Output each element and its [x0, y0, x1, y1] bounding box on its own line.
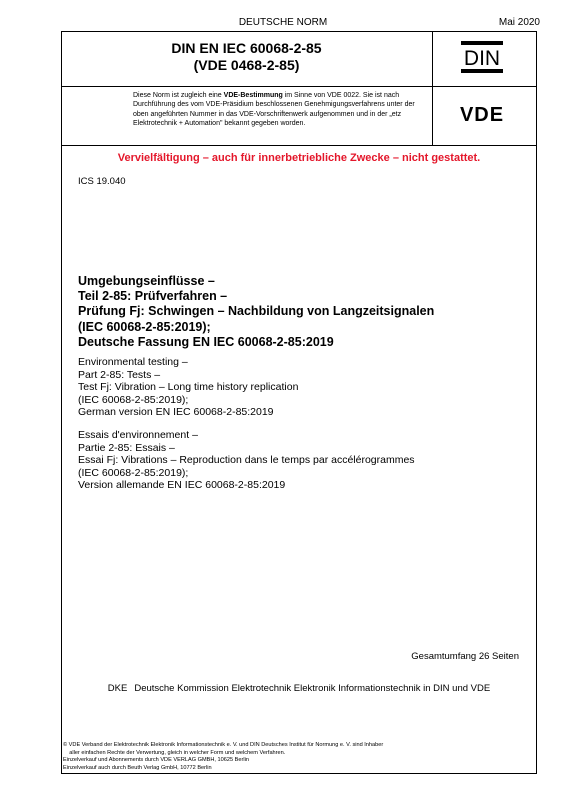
title-english-line: Environmental testing – [78, 356, 188, 368]
title-french-line: Version allemande EN IEC 60068-2-85:2019 [78, 479, 286, 491]
vde-logo [446, 104, 518, 124]
title-english [78, 356, 298, 419]
title-french-line: Essai Fj: Vibrations – Reproduction dans le temps par accélérogrammes [78, 454, 415, 466]
dke-name: Deutsche Kommission Elektrotechnik Elektronik Informationstechnik in DIN und VDE [134, 683, 491, 694]
title-french-line: Partie 2-85: Essais – [78, 441, 175, 454]
copy-warning: Vervielfältigung – auch für innerbetriebliche Zwecke – nicht gestattet. [117, 152, 481, 164]
vde-note-suffix: im Sinne von VDE 0022. Sie ist nach Durchführung des vom VDE-Präsidium beschlossenen Genehmigungsverfahrens unter der oben angeführten Nummer in das VDE-Vorschriftenwerk aufgenommen und in der „etz Elektrotechnik + Automation" bekannt gegeben worden. [133, 92, 415, 127]
title-french [78, 429, 415, 492]
din-logo [460, 40, 504, 74]
vde-note-prefix: Diese Norm ist zugleich eine [133, 92, 224, 99]
total-pages: Gesamtumfang 26 Seiten [411, 651, 519, 662]
logo-divider [432, 31, 433, 146]
title-english-line: (IEC 60068-2-85:2019); [78, 393, 189, 406]
standard-number: DIN EN IEC 60068-2-85 [171, 40, 322, 56]
title-german-line: Teil 2-85: Prüfverfahren – [78, 289, 228, 304]
ics-code: ICS 19.040 [78, 176, 126, 187]
title-english-line: Test Fj: Vibration – Long time history replication [78, 381, 299, 393]
dke-line [61, 683, 537, 694]
dke-abbr: DKE [107, 683, 128, 694]
title-german-line: (IEC 60068-2-85:2019); [78, 319, 211, 334]
vde-number: (VDE 0468-2-85) [193, 57, 300, 73]
title-english-line: Part 2-85: Tests – [78, 368, 161, 381]
title-german-line: Prüfung Fj: Schwingen – Nachbildung von Langzeitsignalen [78, 304, 435, 319]
vde-note-bold: VDE-Bestimmung [223, 92, 283, 99]
title-french-line: (IEC 60068-2-85:2019); [78, 466, 189, 479]
title-german-line: Deutsche Fassung EN IEC 60068-2-85:2019 [78, 334, 334, 349]
title-english-line: German version EN IEC 60068-2-85:2019 [78, 406, 274, 418]
footer-line: Einzelverkauf auch durch Beuth Verlag GmbH, 10772 Berlin [63, 764, 212, 771]
vde-logo-text: VDE [459, 104, 505, 124]
footer-line: aller einfachen Rechte der Verwertung, gleich in welcher Form und welchem Verfahren. [63, 749, 286, 756]
footer-copyright [63, 742, 503, 772]
title-french-line: Essais d'environnement – [78, 429, 198, 441]
vde-determination-note [133, 91, 428, 128]
title-german [78, 274, 434, 350]
header-date: Mai 2020 [498, 17, 540, 28]
header-divider [61, 145, 537, 146]
din-logo-text: DIN [463, 47, 501, 70]
header-norm-type: DEUTSCHE NORM [238, 17, 328, 28]
title-german-line: Umgebungseinflüsse – [78, 274, 215, 288]
footer-line: © VDE Verband der Elektrotechnik Elektronik Informationstechnik e. V. und DIN Deutsches Institut für Normung e. V. sind Inhaber [63, 742, 384, 748]
footer-line: Einzelverkauf und Abonnements durch VDE VERLAG GMBH, 10625 Berlin [63, 757, 249, 764]
